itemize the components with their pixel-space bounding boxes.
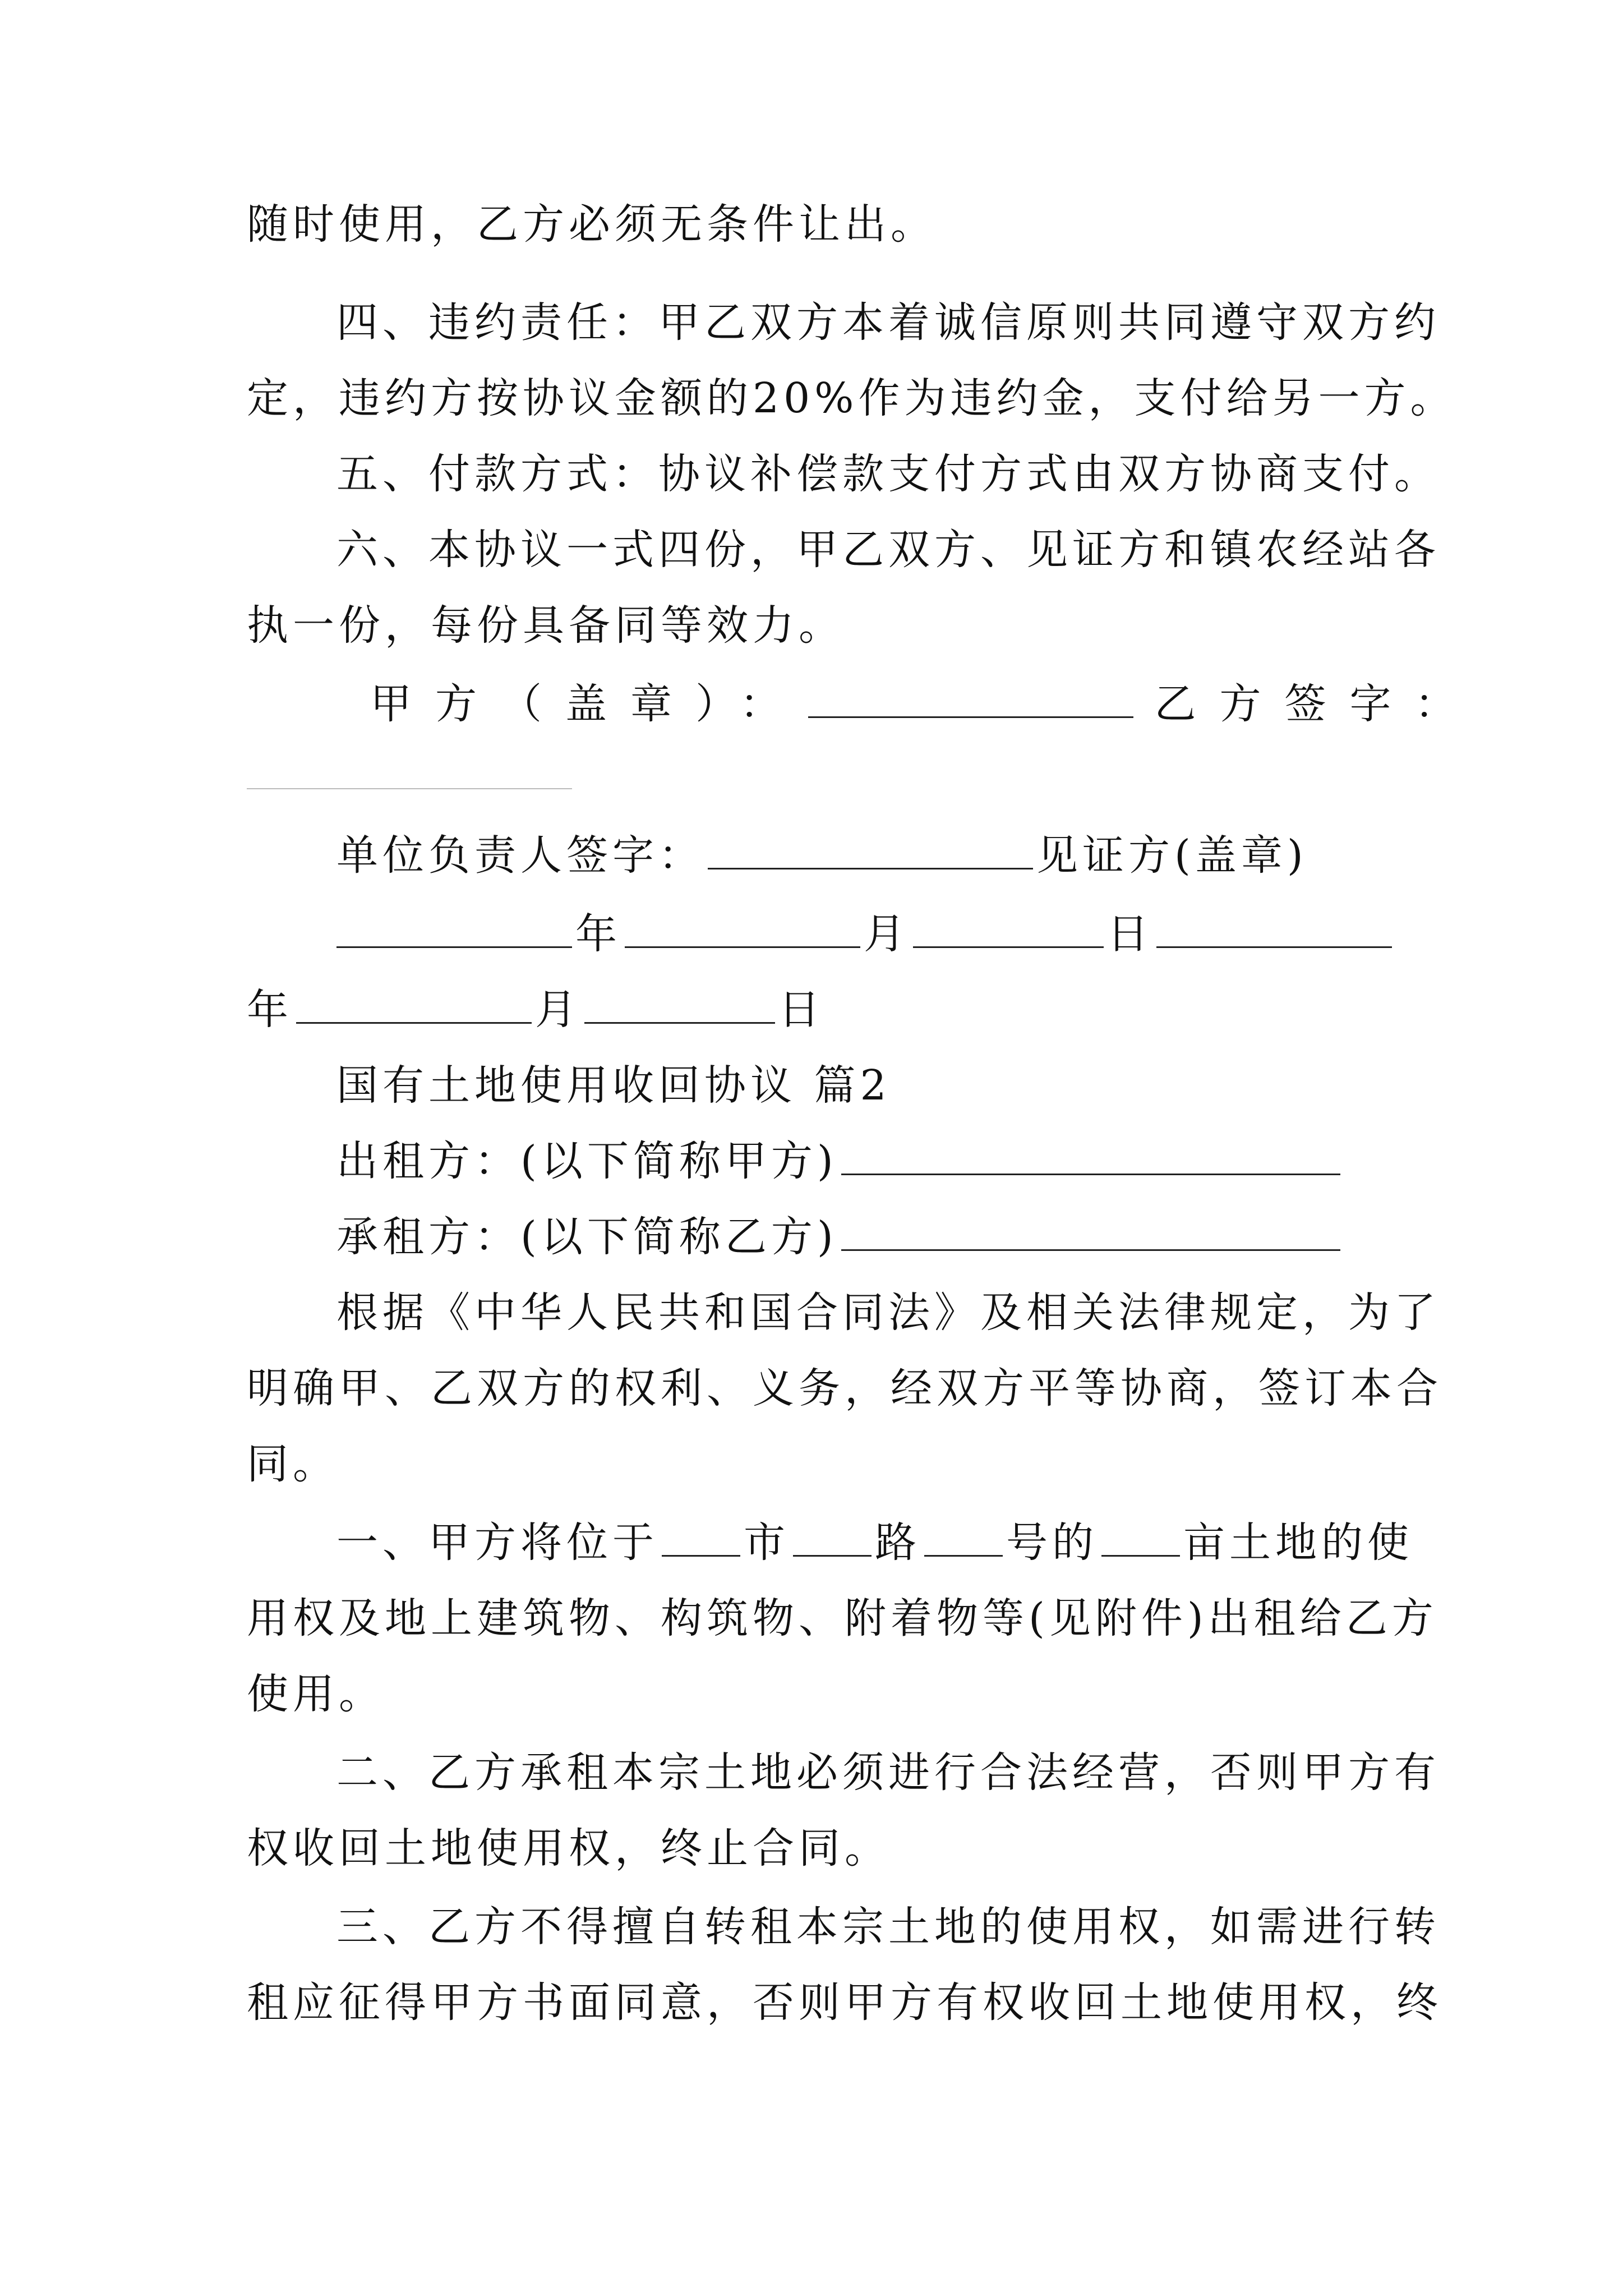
clause-text: 市 [744, 1519, 790, 1567]
road-blank [793, 1516, 872, 1557]
paragraph-line: 三、乙方不得擅自转租本宗土地的使用权，如需进行转 [336, 1903, 1440, 1951]
clause-text: 路 [875, 1519, 921, 1567]
clause-text: 亩土地的使 [1183, 1519, 1413, 1567]
lessee-blank [841, 1210, 1340, 1251]
paragraph-line: 权收回土地使用权，终止合同。 [247, 1824, 891, 1872]
clause-text: 号的 [1006, 1519, 1098, 1567]
paragraph-line: 五、付款方式：协议补偿款支付方式由双方协商支付。 [336, 450, 1440, 498]
signature-row [370, 673, 1480, 735]
paragraph-line: 四、违约责任：甲乙双方本着诚信原则共同遵守双方约 [336, 298, 1440, 347]
lessee-row [336, 1206, 1380, 1268]
year-label: 年 [575, 910, 621, 958]
paragraph-line: 根据《中华人民共和国合同法》及相关法律规定，为了 [336, 1289, 1440, 1337]
day-label: 日 [1107, 910, 1153, 958]
clause-text: 一、甲方将位于 [336, 1519, 658, 1567]
paragraph-line: 同。 [247, 1440, 339, 1488]
day-blank [913, 907, 1104, 948]
paragraph-line: 六、本协议一式四份，甲乙双方、见证方和镇农经站各 [336, 526, 1440, 574]
month-blank [296, 983, 532, 1024]
lessor-label: 出租方：(以下简称甲方) [336, 1137, 838, 1185]
city-blank [662, 1516, 740, 1557]
lessor-row [336, 1130, 1380, 1192]
paragraph-line: 执一份，每份具备同等效力。 [247, 601, 845, 650]
date-row [336, 903, 1380, 965]
trailing-blank [1156, 907, 1392, 948]
clause-1-row [336, 1512, 1413, 1573]
unit-head-row [336, 825, 1380, 886]
unit-head-label: 单位负责人签字： [336, 831, 704, 880]
month-label: 月 [864, 910, 910, 958]
lessor-blank [841, 1134, 1340, 1175]
day-label: 日 [778, 986, 824, 1034]
month-blank [625, 907, 860, 948]
paragraph-line: 使用。 [247, 1670, 385, 1718]
paragraph-line: 明确甲、乙双方的权利、义务，经双方平等协商，签订本合 [247, 1364, 1442, 1412]
party-b-label: 乙方签字： [1154, 680, 1480, 728]
day-blank [584, 983, 775, 1024]
paragraph-line: 用权及地上建筑物、构筑物、附着物等(见附件)出租给乙方 [247, 1594, 1438, 1642]
month-label: 月 [535, 986, 581, 1034]
paragraph-line: 定，违约方按协议金额的20%作为违约金，支付给另一方。 [247, 374, 1456, 422]
number-blank [924, 1516, 1003, 1557]
paragraph-line: 随时使用，乙方必须无条件让出。 [247, 200, 937, 249]
section-title: 国有土地使用收回协议 篇2 [336, 1061, 891, 1110]
year-label: 年 [247, 986, 293, 1034]
signature-underline [247, 788, 572, 789]
witness-label: 见证方(盖章) [1036, 831, 1308, 880]
party-a-label: 甲方（盖章）： [370, 680, 805, 728]
area-blank [1101, 1516, 1180, 1557]
unit-head-blank [708, 829, 1033, 869]
party-a-blank [808, 677, 1133, 718]
date-row [247, 979, 1380, 1041]
paragraph-line: 二、乙方承租本宗土地必须进行合法经营，否则甲方有 [336, 1749, 1440, 1797]
lessee-label: 承租方：(以下简称乙方) [336, 1213, 838, 1261]
year-blank [336, 907, 572, 948]
paragraph-line: 租应征得甲方书面同意，否则甲方有权收回土地使用权，终 [247, 1978, 1442, 2027]
